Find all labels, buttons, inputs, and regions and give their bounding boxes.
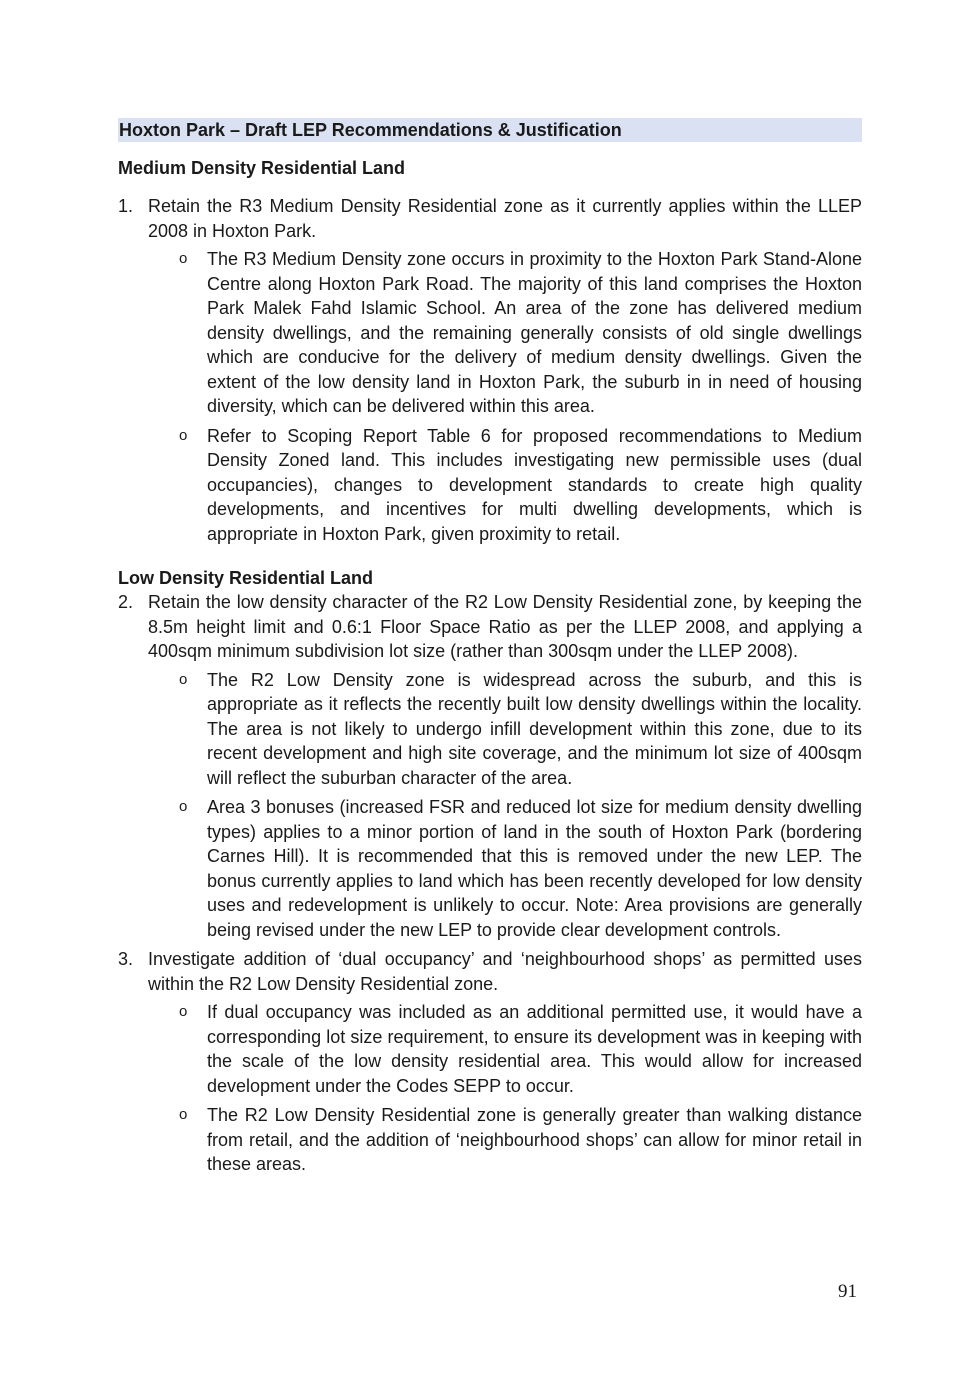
recommendation-text: Retain the R3 Medium Density Residential zone as it currently applies within the LLEP 2008 in Hoxton Park. <box>148 196 862 241</box>
recommendation-item <box>118 947 862 1177</box>
recommendation-number: 3. <box>118 949 134 969</box>
section-heading-medium-density: Medium Density Residential Land <box>118 158 406 178</box>
justification-item <box>148 247 862 419</box>
page-number: 91 <box>838 1281 857 1302</box>
hollow-bullet-icon: o <box>179 1003 188 1020</box>
recommendation-item <box>118 590 862 942</box>
justification-item <box>148 1000 862 1098</box>
hollow-bullet-icon: o <box>179 250 188 267</box>
justification-item <box>148 668 862 791</box>
justification-item <box>148 795 862 942</box>
hollow-bullet-icon: o <box>179 670 188 688</box>
recommendation-number: 2. <box>118 592 134 612</box>
recommendation-text: Retain the low density character of the R2 Low Density Residential zone, by keeping the 8.5m height limit and 0.6:1 Floor Space Ratio as per the LLEP 2008, and applying a 400sqm minimum subdivision lot size (rather than 300sqm under the LLEP 2008). <box>148 592 862 661</box>
justification-text: Refer to Scoping Report Table 6 for proposed recommendations to Medium Density Zoned land. This includes investigating new permissible uses (dual occupancies), changes to development standards to create high quality developments, and incentives for multi dwelling developments, which is appropriate in Hoxton Park, given proximity to retail. <box>207 425 862 544</box>
justification-text: If dual occupancy was included as an additional permitted use, it would have a corresponding lot size requirement, to ensure its development was in keeping with the scale of the low density residential area. This would allow for increased development under the Codes SEPP to occur. <box>207 1002 862 1096</box>
document-page <box>118 118 862 1182</box>
justification-item <box>148 1103 862 1177</box>
recommendation-list <box>118 590 862 1177</box>
justification-list <box>148 668 862 943</box>
justification-item <box>148 424 862 547</box>
justification-text: The R2 Low Density zone is widespread across the suburb, and this is appropriate as it reflects the recently built low density dwellings within the locality. The area is not likely to undergo infill development within this zone, due to its recent development and high site coverage, and the minimum lot size of 400sqm will reflect the suburban character of the area. <box>207 669 862 788</box>
recommendation-number: 1. <box>118 196 134 216</box>
page-title: Hoxton Park – Draft LEP Recommendations & Justification <box>118 118 862 142</box>
hollow-bullet-icon: o <box>179 426 188 444</box>
hollow-bullet-icon: o <box>179 798 188 815</box>
justification-text: The R3 Medium Density zone occurs in proximity to the Hoxton Park Stand-Alone Centre along Hoxton Park Road. The majority of this land comprises the Hoxton Park Malek Fahd Islamic School. An area of the zone has delivered medium density dwellings, and the remaining generally consists of old single dwellings which are conducive for the delivery of medium density dwellings. Given the extent of the low density land in Hoxton Park, the suburb in in need of housing diversity, which can be delivered within this area. <box>207 249 862 416</box>
justification-list <box>148 247 862 546</box>
justification-list <box>148 1000 862 1177</box>
hollow-bullet-icon: o <box>179 1106 188 1123</box>
recommendation-list <box>118 194 862 546</box>
justification-text: The R2 Low Density Residential zone is generally greater than walking distance from retail, and the addition of ‘neighbourhood shops’ can allow for minor retail in these areas. <box>207 1105 862 1174</box>
justification-text: Area 3 bonuses (increased FSR and reduced lot size for medium density dwelling types) applies to a minor portion of land in the south of Hoxton Park (bordering Carnes Hill). It is recommended that this is removed under the new LEP. The bonus currently applies to land which has been recently developed for low density uses and redevelopment is unlikely to occur. Note: Area provisions are generally being revised under the new LEP to provide clear development controls. <box>207 797 862 940</box>
recommendation-item <box>118 194 862 546</box>
recommendation-text: Investigate addition of ‘dual occupancy’ and ‘neighbourhood shops’ as permitted uses within the R2 Low Density Residential zone. <box>148 949 862 994</box>
section-heading-low-density: Low Density Residential Land <box>118 568 374 588</box>
